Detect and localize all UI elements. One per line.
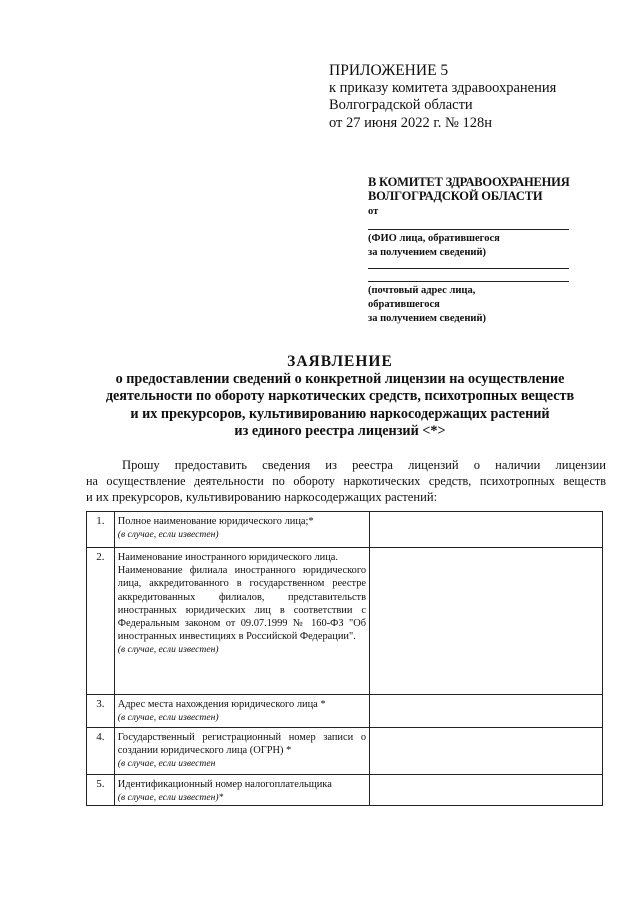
row-number: 5. [87,775,115,806]
row-label-cell [114,775,369,806]
row-number: 2. [87,548,115,695]
statement-subtitle-1: о предоставлении сведений о конкретной лицензии на осуществление [115,371,565,388]
table-row [87,548,603,695]
recipient-block [368,175,578,219]
row-note: (в случае, если известен) [117,644,219,656]
row-label-extra: Наименование филиала иностранного юридического лица, аккредитованного в государственном реестре аккредитованных филиалов, представительств иностранных юридических лиц в соответствии с Федеральным законом от 09.07.1999 № 160-ФЗ "Об иностранных инвестициях в Российской Федерации". [117,565,367,643]
row-label-cell [114,512,369,548]
address-caption-line-3: за получением сведений) [368,313,486,324]
inn-value-cell[interactable] [370,775,603,806]
statement-title: ЗАЯВЛЕНИЕ [287,353,393,370]
table-row [87,775,603,806]
recipient-line-2: ВОЛГОГРАДСКОЙ ОБЛАСТИ [368,189,543,203]
row-number: 3. [87,695,115,728]
fio-caption-line-2: за получением сведений) [368,247,486,258]
row-note: (в случае, если известен) [117,712,219,724]
address-fill-line-1 [368,268,569,269]
appendix-line-1: к приказу комитета здравоохранения [329,79,557,96]
address-caption [368,284,568,326]
ogrn-value-cell[interactable] [370,728,603,775]
statement-subtitle-3: и их прекурсоров, культивированию наркосодержащих растений [130,405,550,422]
fio-fill-line [368,229,569,230]
appendix-title: ПРИЛОЖЕНИЕ 5 [329,62,449,79]
row-label: Адрес места нахождения юридического лица * [117,699,326,710]
row-note: (в случае, если известен) [117,529,219,541]
statement-subtitle-2: деятельности по обороту наркотических средств, психотропных веществ [105,388,575,405]
request-line-3: и их прекурсоров, культивированию наркосодержащих растений: [86,490,438,504]
request-line-2: на осуществление деятельности по обороту наркотических средств, психотропных веществ [86,474,606,488]
request-paragraph [86,457,606,505]
request-line-1: Прошу предоставить сведения из реестра лицензий о наличии лицензии [122,458,606,472]
statement-heading [60,353,620,440]
row-label: Идентификационный номер налогоплательщика [117,779,332,790]
appendix-line-3: от 27 июня 2022 г. № 128н [329,114,492,131]
statement-subtitle-4: из единого реестра лицензий <*> [234,422,446,439]
row-label-cell [114,695,369,728]
row-label-cell [114,728,369,775]
table-row [87,512,603,548]
row-note: (в случае, если известен)* [117,792,224,804]
recipient-line-1: В КОМИТЕТ ЗДРАВООХРАНЕНИЯ [368,175,570,189]
appendix-block [329,62,619,132]
request-form-table [86,511,603,806]
address-caption-line-2: обратившегося [368,299,440,310]
row-note: (в случае, если известен [117,758,216,770]
fio-caption [368,232,568,260]
row-label: Государственный регистрационный номер записи о создании юридического лица (ОГРН) * [117,732,367,757]
legal-name-value-cell[interactable] [370,512,603,548]
row-number: 1. [87,512,115,548]
table-row [87,728,603,775]
fio-caption-line-1: (ФИО лица, обратившегося [368,233,500,244]
table-row [87,695,603,728]
row-number: 4. [87,728,115,775]
recipient-from: от [368,206,379,217]
foreign-entity-value-cell[interactable] [370,548,603,695]
row-label: Полное наименование юридического лица;* [117,516,314,527]
address-fill-line-2 [368,281,569,282]
row-label-cell [114,548,369,695]
address-caption-line-1: (почтовый адрес лица, [368,285,476,296]
row-label: Наименование иностранного юридического лица. [117,552,338,563]
appendix-line-2: Волгоградской области [329,97,473,113]
address-value-cell[interactable] [370,695,603,728]
